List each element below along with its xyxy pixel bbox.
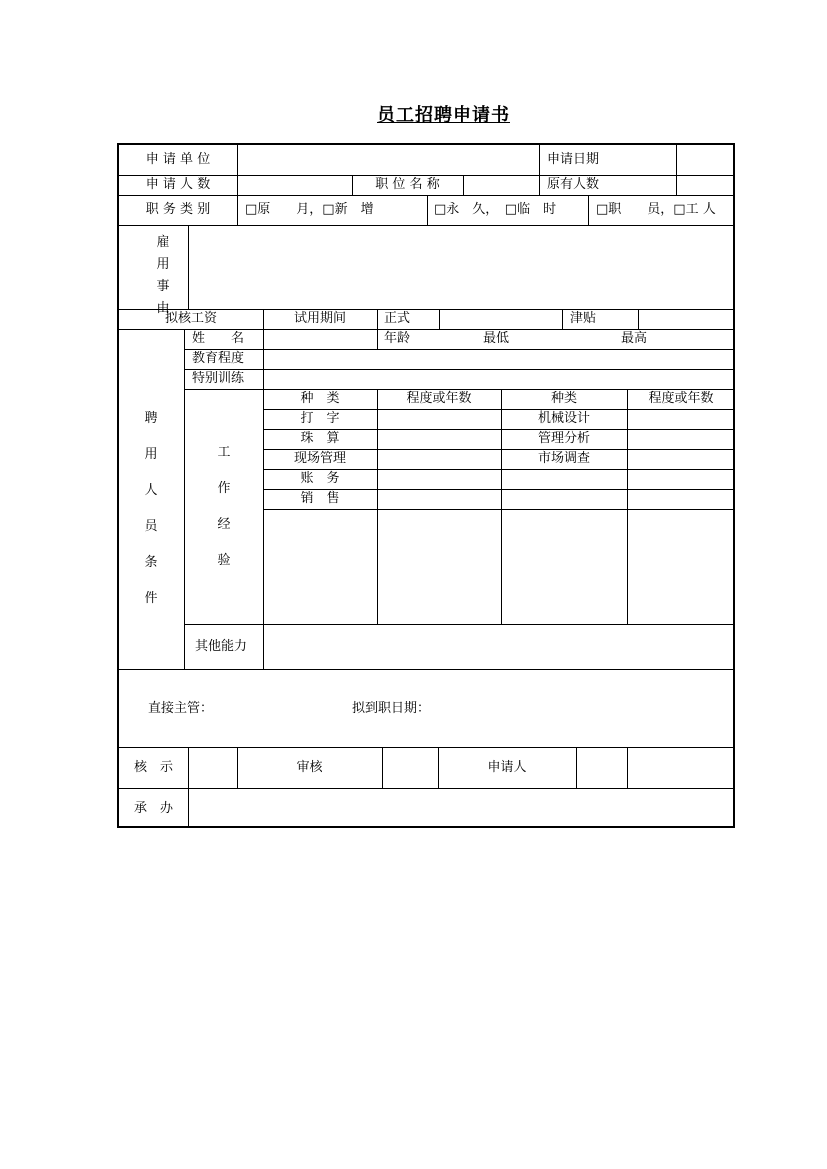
label-direct-supervisor: 直接主管： bbox=[148, 701, 214, 716]
option-original-new[interactable]: □原 月，□新 增 bbox=[245, 202, 374, 217]
option-staff-worker[interactable]: □职 员，□工 人 bbox=[596, 202, 716, 217]
header-level-2: 程度或年数 bbox=[648, 391, 714, 406]
label-age: 年龄 bbox=[384, 331, 411, 346]
exp-management-analysis: 管理分析 bbox=[537, 431, 590, 446]
label-allowance: 津贴 bbox=[570, 311, 597, 326]
label-hiring-conditions: 聘 用 人 员 条 件 bbox=[144, 411, 158, 606]
label-approval: 核 示 bbox=[133, 760, 173, 775]
exp-mechanical-design: 机械设计 bbox=[537, 411, 590, 426]
label-review: 审核 bbox=[296, 760, 323, 775]
label-job-category: 职 务 类 别 bbox=[145, 202, 211, 217]
label-apply-count: 申 请 人 数 bbox=[145, 177, 211, 192]
exp-typing: 打 字 bbox=[300, 411, 340, 426]
form-title: 员工招聘申请书 bbox=[377, 105, 510, 126]
exp-sales: 销 售 bbox=[300, 491, 340, 506]
exp-abacus: 珠 算 bbox=[300, 431, 340, 446]
exp-accounting: 账 务 bbox=[300, 471, 340, 486]
label-work-experience: 工 作 经 验 bbox=[217, 445, 231, 568]
label-education: 教育程度 bbox=[192, 351, 245, 366]
label-formal: 正式 bbox=[384, 311, 411, 326]
header-kind-1: 种 类 bbox=[300, 391, 340, 406]
label-trial-period: 试用期间 bbox=[293, 311, 346, 326]
label-min: 最低 bbox=[483, 331, 510, 346]
label-applicant: 申请人 bbox=[487, 760, 527, 775]
label-name: 姓 名 bbox=[192, 331, 245, 346]
form-table bbox=[117, 143, 735, 828]
header-level-1: 程度或年数 bbox=[406, 391, 472, 406]
label-apply-date: 申请日期 bbox=[547, 152, 600, 167]
label-special-training: 特别训练 bbox=[192, 371, 245, 386]
label-other-abilities: 其他能力 bbox=[195, 639, 248, 654]
label-position-name: 职 位 名 称 bbox=[375, 177, 440, 192]
exp-site-management: 现场管理 bbox=[293, 451, 346, 466]
header-kind-2: 种类 bbox=[550, 391, 577, 406]
label-existing-count: 原有人数 bbox=[547, 177, 600, 192]
exp-market-research: 市场调查 bbox=[537, 451, 590, 466]
label-handler: 承 办 bbox=[133, 801, 173, 816]
option-permanent-temporary[interactable]: □永 久， □临 时 bbox=[434, 202, 557, 217]
label-report-date: 拟到职日期： bbox=[352, 701, 431, 716]
label-proposed-salary: 拟核工资 bbox=[164, 311, 217, 326]
label-max: 最高 bbox=[621, 331, 648, 346]
label-apply-unit: 申 请 单 位 bbox=[145, 152, 211, 167]
label-hiring-reason: 雇 用 事 由 bbox=[156, 235, 170, 316]
